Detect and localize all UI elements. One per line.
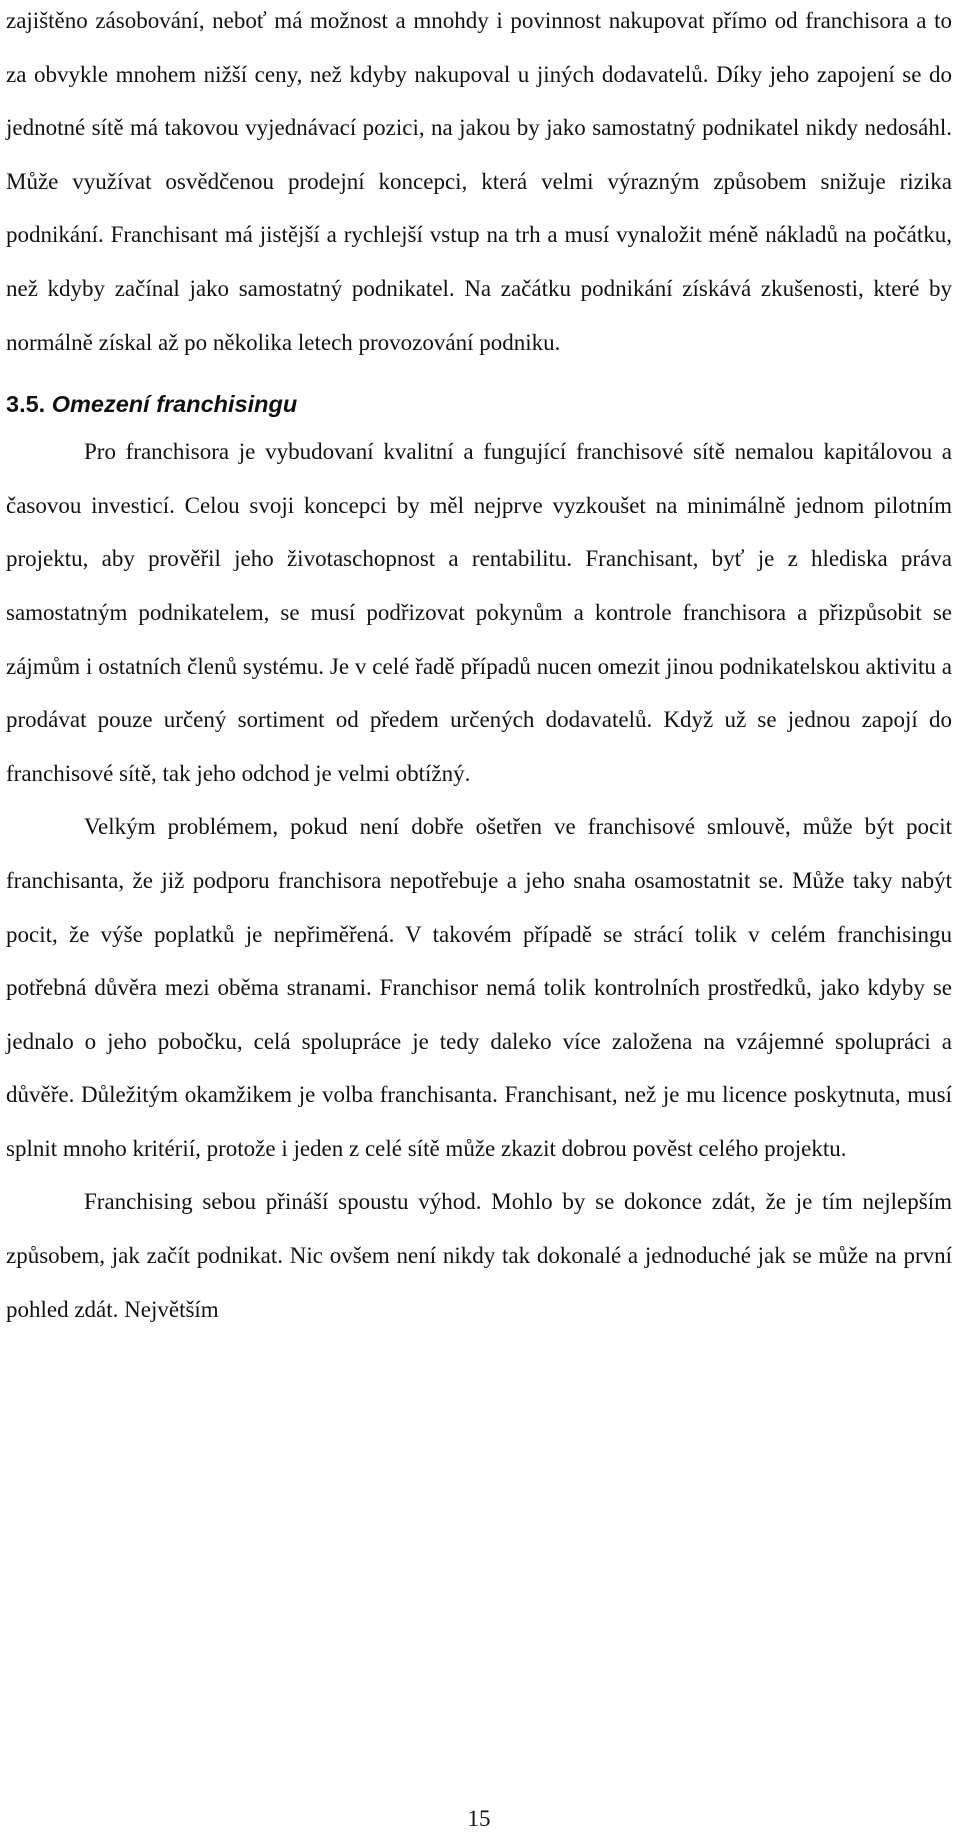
document-page — [6, 0, 952, 1840]
paragraph-limitations: Pro franchisora je vybudovaní kvalitní a fungující franchisové sítě nemalou kapitálovou a časovou investicí. Celou svoji koncepci by měl nejprve vyzkoušet na minimálně jednom pilotním projektu, aby prověřil jeho životaschopnost a rentabilitu. Franchisant, byť je z hlediska práva samostatným podnikatelem, se musí podřizovat pokynům a kontrole franchisora a přizpůsobit se zájmům i ostatních členů systému. Je v celé řadě případů nucen omezit jinou podnikatelskou aktivitu a prodávat pouze určený sortiment od předem určených dodavatelů. Když už se jednou zapojí do franchisové sítě, tak jeho odchod je velmi obtížný. — [6, 439, 952, 786]
section-title: Omezení franchisingu — [51, 391, 298, 418]
section-number: 3.5. — [6, 391, 46, 418]
paragraph-advantages: Franchising sebou přináší spoustu výhod. Mohlo by se dokonce zdát, že je tím nejlepším způsobem, jak začít podnikat. Nic ovšem není nikdy tak dokonalé a jednoduché jak se může na první pohled zdát. Největším — [6, 1189, 952, 1322]
page-number: 15 — [467, 1806, 491, 1831]
paragraph-continuation: zajištěno zásobování, neboť má možnost a mnohdy i povinnost nakupovat přímo od franchisora a to za obvykle mnohem nižší ceny, než kdyby nakupoval u jiných dodavatelů. Díky jeho zapojení se do jednotné sítě má takovou vyjednávací pozici, na jakou by jako samostatný podnikatel nikdy nedosáhl. Může využívat osvědčenou prodejní koncepci, která velmi výrazným způsobem snižuje rizika podnikání. Franchisant má jistější a rychlejší vstup na trh a musí vynaložit méně nákladů na počátku, než kdyby začínal jako samostatný podnikatel. Na začátku podnikání získává zkušenosti, které by normálně získal až po několika letech provozování podniku. — [6, 8, 952, 355]
paragraph-problems: Velkým problémem, pokud není dobře ošetřen ve franchisové smlouvě, může být pocit franchisanta, že již podporu franchisora nepotřebuje a jeho snaha osamostatnit se. Může taky nabýt pocit, že výše poplatků je nepřiměřená. V takovém případě se strácí tolik v celém franchisingu potřebná důvěra mezi oběma stranami. Franchisor nemá tolik kontrolních prostředků, jako kdyby se jednalo o jeho pobočku, celá spolupráce je tedy daleko více založena na vzájemné spolupráci a důvěře. Důležitým okamžikem je volba franchisanta. Franchisant, než je mu licence poskytnuta, musí splnit mnoho kritérií, protože i jeden z celé sítě může zkazit dobrou pověst celého projektu. — [6, 814, 952, 1161]
section-heading — [6, 386, 952, 422]
